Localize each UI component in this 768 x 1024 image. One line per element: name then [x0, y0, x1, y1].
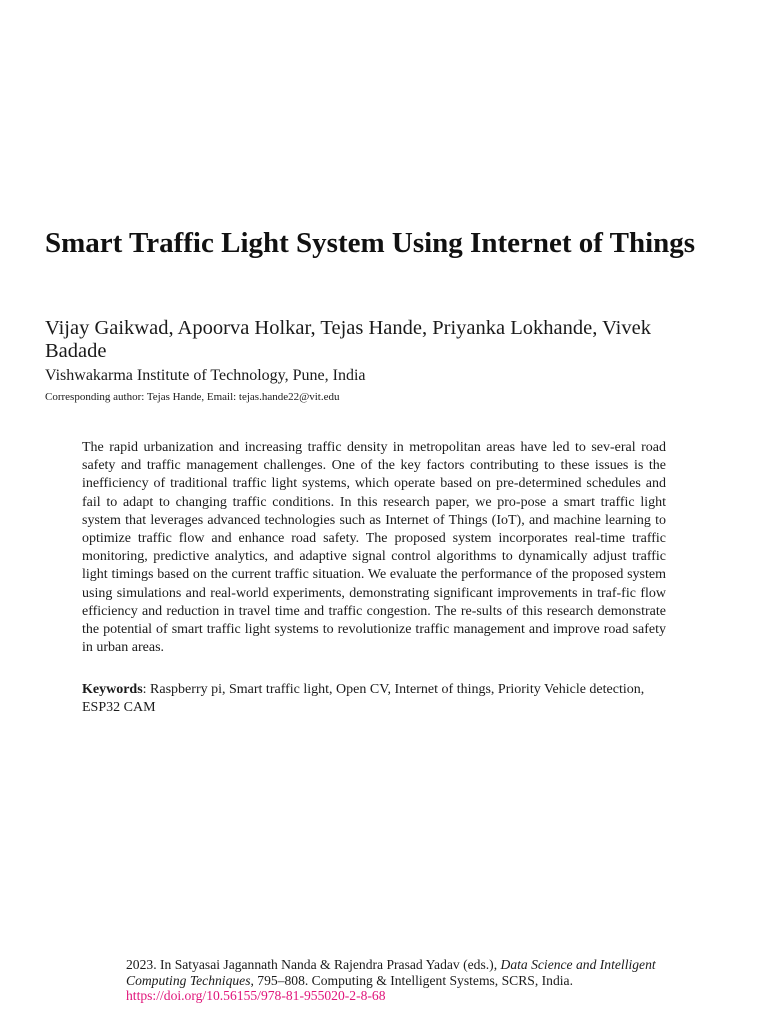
citation-venue: Data Science and Intelligent Computing Techniques: [126, 957, 656, 988]
paper-affiliation: Vishwakarma Institute of Technology, Pune, India: [45, 367, 366, 384]
corresponding-author: Corresponding author: Tejas Hande, Email: tejas.hande22@vit.edu: [45, 391, 340, 403]
keywords-label: Keywords: [82, 682, 143, 697]
paper-title: Smart Traffic Light System Using Internet of Things: [45, 227, 696, 259]
abstract-text: The rapid urbanization and increasing traffic density in metropolitan areas have led to sev-eral road safety and traffic management challenges. One of the key factors contributing to these issues is the inefficiency of traditional traffic light systems, which operate based on pre-determined schedules and fail to adapt to changing traffic conditions. In this research paper, we pro-pose a smart traffic light system that leverages advanced technologies such as Internet of Things (IoT), and machine learning to optimize traffic flow and enhance road safety. The proposed system incorporates real-time traffic monitoring, predictive analytics, and adaptive signal control algorithms to dynamically adjust traffic light timings based on the current traffic situation. We evaluate the performance of the proposed system using simulations and real-world experiments, demonstrating significant improvements in traf-fic flow efficiency and reduction in travel time and traffic congestion. The re-sults of this research demonstrate the potential of smart traffic light systems to revolutionize traffic management and improve road safety in urban areas.: [82, 440, 666, 656]
citation-suffix: , 795–808. Computing & Intelligent Systems, SCRS, India.: [250, 972, 573, 988]
paper-authors: Vijay Gaikwad, Apoorva Holkar, Tejas Hande, Priyanka Lokhande, Vivek Badade: [45, 317, 651, 362]
citation-footnote: [126, 957, 666, 1004]
citation-prefix: 2023. In Satyasai Jagannath Nanda & Rajendra Prasad Yadav (eds.),: [126, 957, 498, 972]
keywords: [82, 681, 666, 717]
doi-link[interactable]: https://doi.org/10.56155/978-81-955020-2-8-68: [126, 988, 386, 1003]
keywords-list: : Raspberry pi, Smart traffic light, Open CV, Internet of things, Priority Vehicle detection, ESP32 CAM: [82, 682, 645, 716]
